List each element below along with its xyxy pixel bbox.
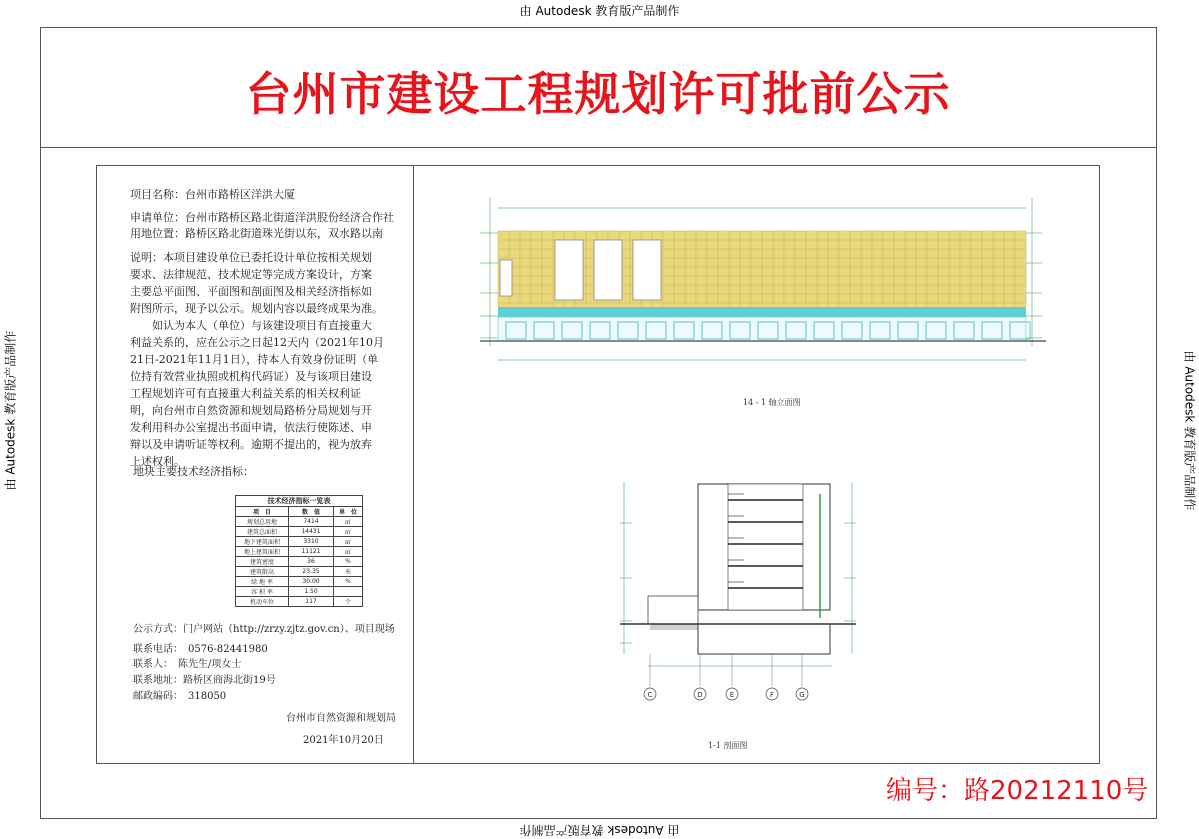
- watermark-bottom: 由 Autodesk 教育版产品制作: [519, 823, 680, 837]
- column-divider: [413, 165, 414, 763]
- podium-section: [648, 596, 698, 624]
- table-cell: 米: [334, 567, 363, 577]
- table-cell: 23.35: [289, 567, 334, 577]
- desc-line: 如认为本人（单位）与该建设项目有直接重大: [130, 319, 372, 332]
- facade-opening: [633, 240, 661, 300]
- axis-label: C: [647, 691, 653, 699]
- table-row: [236, 517, 363, 527]
- table-cell: 建筑密度: [236, 557, 289, 567]
- watermark-left: 由 Autodesk 教育版产品制作: [3, 330, 18, 491]
- issuer: 台州市自然资源和规划局: [286, 713, 396, 724]
- contact-phone: 联系电话： 0576-82441980: [133, 644, 268, 655]
- facade-opening: [500, 260, 512, 296]
- table-row: [236, 537, 363, 547]
- table-cell: 地上建筑面积: [236, 547, 289, 557]
- table-cell: 地下建筑面积: [236, 537, 289, 547]
- serial-number: 编号：路20212110号: [886, 776, 1149, 806]
- table-row: [236, 547, 363, 557]
- elevation-caption: 14 - 1 轴立面图: [743, 398, 801, 407]
- description: [130, 249, 400, 470]
- desc-line: 工程规划许可有直接重大利益关系的相关权利证: [130, 387, 361, 400]
- desc-line: 上述权利。: [130, 455, 185, 468]
- table-cell: 1.50: [289, 587, 334, 597]
- section-drawing: [616, 478, 861, 710]
- podium-base: [650, 624, 698, 630]
- table-cell: %: [334, 557, 363, 567]
- table-header: 单 位: [334, 507, 363, 517]
- core-section: [728, 484, 803, 610]
- facade-opening: [594, 240, 622, 300]
- table-header: 项 目: [236, 507, 289, 517]
- table-cell: 规划总用地: [236, 517, 289, 527]
- facade-ground: [498, 317, 1026, 341]
- table-cell: ㎡: [334, 547, 363, 557]
- desc-line: 利益关系的，应在公示之日起12天内（2021年10月: [130, 336, 384, 349]
- table-cell: ㎡: [334, 537, 363, 547]
- contact-address: 联系地址：路桥区商海北街19号: [133, 675, 276, 686]
- table-cell: 建筑限高: [236, 567, 289, 577]
- axis-label: E: [729, 691, 735, 699]
- elevation-drawing: [466, 188, 1066, 378]
- axis-label: F: [769, 691, 775, 699]
- desc-line: 主要总平面图、平面图和剖面图及相关经济指标如: [130, 285, 372, 298]
- table-row: [236, 557, 363, 567]
- table-cell: ㎡: [334, 517, 363, 527]
- applicant: 申请单位：台州市路桥区路北街道洋洪股份经济合作社: [130, 211, 394, 224]
- table-cell: 3310: [289, 537, 334, 547]
- table-cell: 117: [289, 597, 334, 607]
- basement-section: [698, 624, 830, 654]
- table-cell: 机动车位: [236, 597, 289, 607]
- watermark-top: 由 Autodesk 教育版产品制作: [519, 4, 680, 18]
- table-cell: 7414: [289, 517, 334, 527]
- table-row: [236, 527, 363, 537]
- contact-person: 联系人： 陈先生/项女士: [133, 659, 242, 670]
- desc-line: 附图所示，现予以公示。规划内容以最终成果为准。: [130, 302, 383, 315]
- page-title: 台州市建设工程规划许可批前公示: [245, 67, 951, 121]
- table-row: [236, 577, 363, 587]
- desc-line: 说明：本项目建设单位已委托设计单位按相关规划: [130, 251, 372, 264]
- facade-band: [498, 307, 1026, 317]
- table-cell: %: [334, 577, 363, 587]
- project-name: 项目名称：台州市路桥区洋洪大厦: [130, 188, 295, 201]
- title-divider: [40, 147, 1156, 148]
- table-cell: [334, 587, 363, 597]
- desc-line: 辩以及申请听证等权利。逾期不提出的，视为放弃: [130, 438, 372, 451]
- publicity-method: 公示方式：门户网站（http://zrzy.zjtz.gov.cn）、项目现场: [133, 624, 395, 635]
- desc-line: 发利用科办公室提出书面申请，依法行使陈述、申: [130, 421, 372, 434]
- desc-line: 位持有效营业执照或机构代码证）及与该项目建设: [130, 370, 372, 383]
- facade-opening: [555, 240, 583, 300]
- section-caption: 1-1 剖面图: [708, 741, 748, 750]
- indicators-table: [235, 495, 363, 607]
- table-cell: 36: [289, 557, 334, 567]
- table-cell: 30.00: [289, 577, 334, 587]
- table-row: [236, 567, 363, 577]
- postcode: 邮政编码： 318050: [133, 691, 227, 702]
- location: 用地位置：路桥区路北街道珠光街以东，双水路以南: [130, 227, 383, 240]
- table-cell: 建筑总面积: [236, 527, 289, 537]
- table-cell: 绿 地 率: [236, 577, 289, 587]
- table-cell: ㎡: [334, 527, 363, 537]
- table-header: 数 值: [289, 507, 334, 517]
- table-cell: 14431: [289, 527, 334, 537]
- table-cell: 11121: [289, 547, 334, 557]
- indicators-heading: 地块主要技术经济指标：: [133, 465, 254, 478]
- table-row: [236, 587, 363, 597]
- section-axis-row: [644, 654, 808, 700]
- table-title: 技术经济指标一览表: [236, 496, 363, 507]
- table-row: [236, 597, 363, 607]
- issue-date: 2021年10月20日: [303, 735, 384, 746]
- table-cell: 容 积 率: [236, 587, 289, 597]
- desc-line: 明，向台州市自然资源和规划局路桥分局规划与开: [130, 404, 372, 417]
- axis-label: G: [799, 691, 805, 699]
- axis-label: D: [697, 691, 703, 699]
- desc-line: 21日-2021年11月1日），持本人有效身份证明（单: [130, 353, 379, 366]
- table-cell: 个: [334, 597, 363, 607]
- desc-line: 要求、法律规范、技术规定等完成方案设计，方案: [130, 268, 372, 281]
- indicators-table-wrap: [235, 495, 363, 607]
- watermark-right: 由 Autodesk 教育版产品制作: [1182, 350, 1197, 511]
